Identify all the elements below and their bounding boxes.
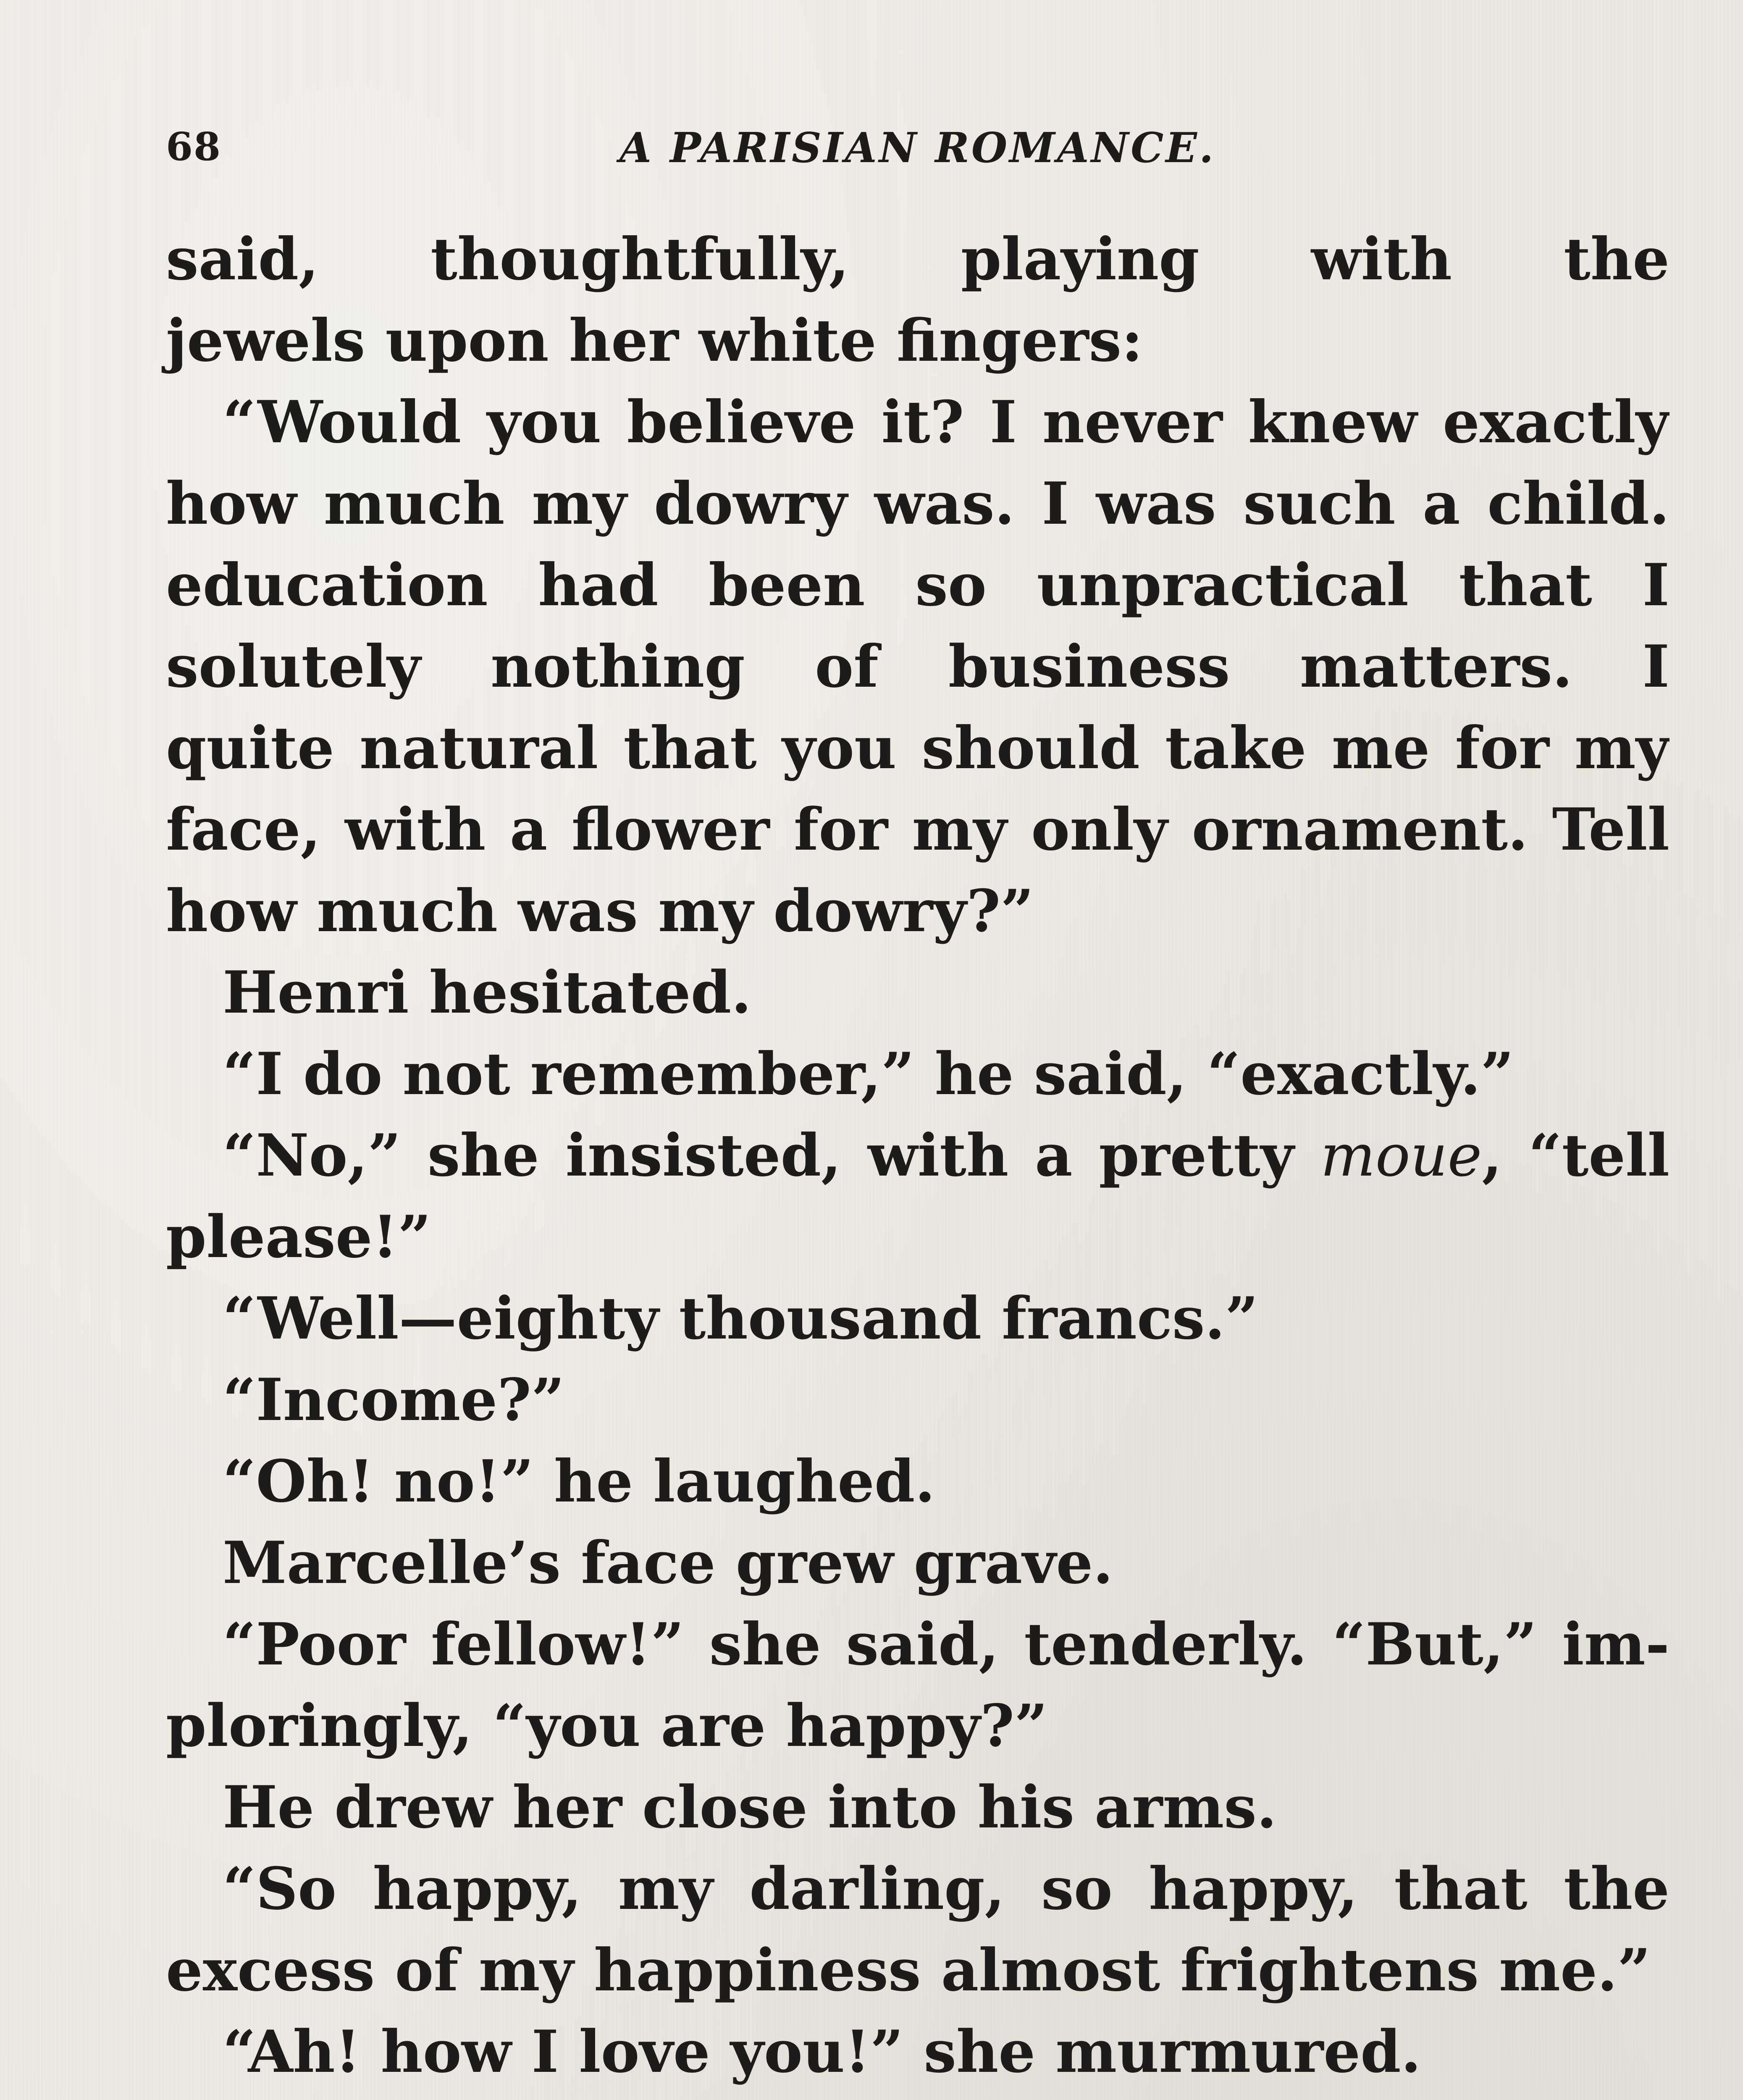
text-line-11: “I do not remember,” he said, “exactly.” <box>223 1040 1514 1108</box>
text-line-8: face, with a flower for my only ornament. Tell <box>166 795 1670 864</box>
text-line-23: “Ah! how I love you!” she murmured. <box>223 2017 1421 2086</box>
text-line-13: please!” <box>166 1202 431 1271</box>
text-line-21: “So happy, my darling, so happy, that the <box>223 1854 1670 1923</box>
text-line-14: “Well—eighty thousand francs.” <box>223 1284 1259 1352</box>
text-line-19: ploringly, “you are happy?” <box>166 1691 1048 1760</box>
text-line-6: solutely nothing of business matters. I <box>166 632 1670 701</box>
running-head <box>166 124 1670 178</box>
text-line-10: Henri hesitated. <box>223 958 752 1026</box>
text-line-1: said, thoughtfully, playing with the <box>166 225 1670 293</box>
text-line-22: excess of my happiness almost frightens me.” <box>166 1936 1651 2004</box>
running-title: A PARISIAN ROMANCE. <box>620 124 1216 172</box>
text-line-7: quite natural that you should take me for my <box>166 714 1670 782</box>
text-line-2: jewels upon her white fingers: <box>166 306 1143 375</box>
text-line-15: “Income?” <box>223 1365 565 1434</box>
body-text <box>166 218 1670 2092</box>
page-number: 68 <box>166 124 222 169</box>
text-line-12-part-a: “No,” she insisted, with a pretty <box>223 1121 1320 1189</box>
text-line-3: “Would you believe it? I never knew exactly <box>223 388 1670 456</box>
text-line-12 <box>166 1115 1670 1196</box>
text-line-5: education had been so unpractical that I <box>166 551 1670 619</box>
text-line-12-part-b: , “tell <box>1482 1121 1670 1189</box>
text-line-18: “Poor fellow!” she said, tenderly. “But,” im- <box>223 1610 1670 1678</box>
text-line-9: how much was my dowry?” <box>166 877 1034 945</box>
text-line-4: how much my dowry was. I was such a child. <box>166 469 1670 538</box>
text-line-17: Marcelle’s face grew grave. <box>223 1528 1113 1597</box>
italic-word-moue: moue <box>1320 1122 1482 1189</box>
text-line-20: He drew her close into his arms. <box>223 1773 1277 1841</box>
text-line-16: “Oh! no!” he laughed. <box>223 1447 935 1515</box>
